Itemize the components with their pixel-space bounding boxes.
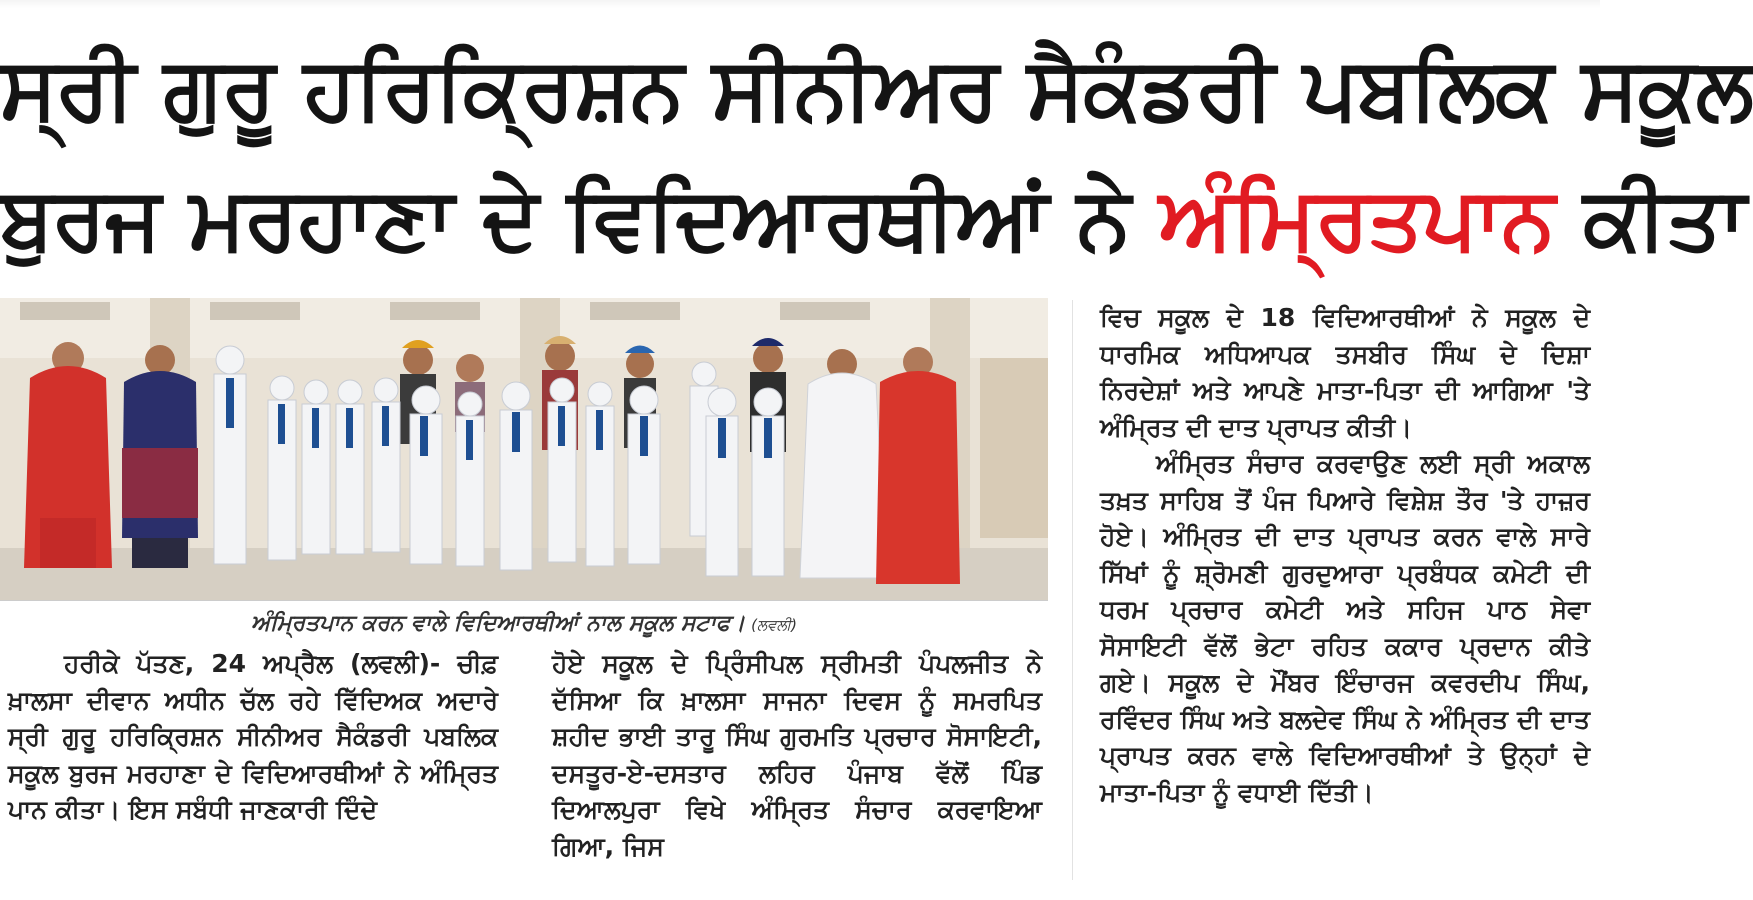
article-column-1	[8, 646, 498, 829]
headline-line-2-end: ਕੀਤਾ	[1583, 169, 1746, 269]
article-paragraph: ਵਿਚ ਸਕੂਲ ਦੇ 18 ਵਿਦਿਆਰਥੀਆਂ ਨੇ ਸਕੂਲ ਦੇ ਧਾਰਮਿਕ ਅਧਿਆਪਕ ਤਸਬੀਰ ਸਿੰਘ ਦੇ ਦਿਸ਼ਾ ਨਿਰਦੇਸ਼ਾਂ ਅਤੇ ਆਪਣੇ ਮਾਤਾ-ਪਿਤਾ ਦੀ ਆਗਿਆ 'ਤੇ ਅੰਮ੍ਰਿਤ ਦੀ ਦਾਤ ਪ੍ਰਾਪਤ ਕੀਤੀ।	[1100, 303, 1590, 442]
article-paragraph: ਹਰੀਕੇ ਪੱਤਣ, 24 ਅਪ੍ਰੈਲ (ਲਵਲੀ)- ਚੀਫ਼ ਖ਼ਾਲਸਾ ਦੀਵਾਨ ਅਧੀਨ ਚੱਲ ਰਹੇ ਵਿੱਦਿਅਕ ਅਦਾਰੇ ਸ੍ਰੀ ਗੁਰੂ ਹਰਿਕ੍ਰਿਸ਼ਨ ਸੀਨੀਅਰ ਸੈਕੰਡਰੀ ਪਬਲਿਕ ਸਕੂਲ ਬੁਰਜ ਮਰਹਾਣਾ ਦੇ ਵਿਦਿਆਰਥੀਆਂ ਨੇ ਅੰਮ੍ਰਿਤ ਪਾਨ ਕੀਤਾ। ਇਸ ਸਬੰਧੀ ਜਾਣਕਾਰੀ ਦਿੰਦੇ	[8, 649, 498, 824]
top-rule	[0, 0, 1600, 8]
photo-credit: (ਲਵਲੀ)	[751, 616, 797, 634]
article-paragraph: ਹੋਏ ਸਕੂਲ ਦੇ ਪ੍ਰਿੰਸੀਪਲ ਸ੍ਰੀਮਤੀ ਪੰਪਲਜੀਤ ਨੇ ਦੱਸਿਆ ਕਿ ਖ਼ਾਲਸਾ ਸਾਜਨਾ ਦਿਵਸ ਨੂੰ ਸਮਰਪਿਤ ਸ਼ਹੀਦ ਭਾਈ ਤਾਰੂ ਸਿੰਘ ਗੁਰਮਤਿ ਪ੍ਰਚਾਰ ਸੋਸਾਇਟੀ, ਦਸਤੂਰ-ਏ-ਦਸਤਾਰ ਲਹਿਰ ਪੰਜਾਬ ਵੱਲੋਂ ਪਿੰਡ ਦਿਆਲਪੁਰਾ ਵਿਖੇ ਅੰਮ੍ਰਿਤ ਸੰਚਾਰ ਕਰਵਾਇਆ ਗਿਆ, ਜਿਸ	[552, 649, 1042, 861]
headline-line-1: ਸ੍ਰੀ ਗੁਰੂ ਹਰਿਕ੍ਰਿਸ਼ਨ ਸੀਨੀਅਰ ਸੈਕੰਡਰੀ ਪਬਲਿਕ ਸਕੂਲ	[0, 39, 1753, 139]
group-photo	[0, 298, 1048, 601]
article-column-3	[1100, 300, 1590, 811]
article-column-2	[552, 646, 1042, 865]
column-divider	[1072, 300, 1073, 880]
headline-line-2	[0, 160, 1746, 278]
photo-caption	[0, 606, 1048, 642]
headline-line-2-main: ਬੁਰਜ ਮਰਹਾਣਾ ਦੇ ਵਿਦਿਆਰਥੀਆਂ ਨੇ	[0, 169, 1130, 269]
headline-accent-word: ਅੰਮ੍ਰਿਤਪਾਨ	[1158, 169, 1555, 269]
article-paragraph: ਅੰਮ੍ਰਿਤ ਸੰਚਾਰ ਕਰਵਾਉਣ ਲਈ ਸ੍ਰੀ ਅਕਾਲ ਤਖ਼ਤ ਸਾਹਿਬ ਤੋਂ ਪੰਜ ਪਿਆਰੇ ਵਿਸ਼ੇਸ਼ ਤੌਰ 'ਤੇ ਹਾਜ਼ਰ ਹੋਏ। ਅੰਮ੍ਰਿਤ ਦੀ ਦਾਤ ਪ੍ਰਾਪਤ ਕਰਨ ਵਾਲੇ ਸਾਰੇ ਸਿੱਖਾਂ ਨੂੰ ਸ਼੍ਰੋਮਣੀ ਗੁਰਦੁਆਰਾ ਪ੍ਰਬੰਧਕ ਕਮੇਟੀ ਦੀ ਧਰਮ ਪ੍ਰਚਾਰ ਕਮੇਟੀ ਅਤੇ ਸਹਿਜ ਪਾਠ ਸੇਵਾ ਸੋਸਾਇਟੀ ਵੱਲੋਂ ਭੇਟਾ ਰਹਿਤ ਕਕਾਰ ਪ੍ਰਦਾਨ ਕੀਤੇ ਗਏ। ਸਕੂਲ ਦੇ ਮੌਂਬਰ ਇੰਚਾਰਜ ਕਵਰਦੀਪ ਸਿੰਘ, ਰਵਿੰਦਰ ਸਿੰਘ ਅਤੇ ਬਲਦੇਵ ਸਿੰਘ ਨੇ ਅੰਮ੍ਰਿਤ ਦੀ ਦਾਤ ਪ੍ਰਾਪਤ ਕਰਨ ਵਾਲੇ ਵਿਦਿਆਰਥੀਆਂ ਤੇ ਉਨ੍ਹਾਂ ਦੇ ਮਾਤਾ-ਪਿਤਾ ਨੂੰ ਵਧਾਈ ਦਿੱਤੀ।	[1100, 449, 1590, 807]
photo-caption-text: ਅੰਮ੍ਰਿਤਪਾਨ ਕਰਨ ਵਾਲੇ ਵਿਦਿਆਰਥੀਆਂ ਨਾਲ ਸਕੂਲ ਸਟਾਫ।	[251, 611, 746, 636]
